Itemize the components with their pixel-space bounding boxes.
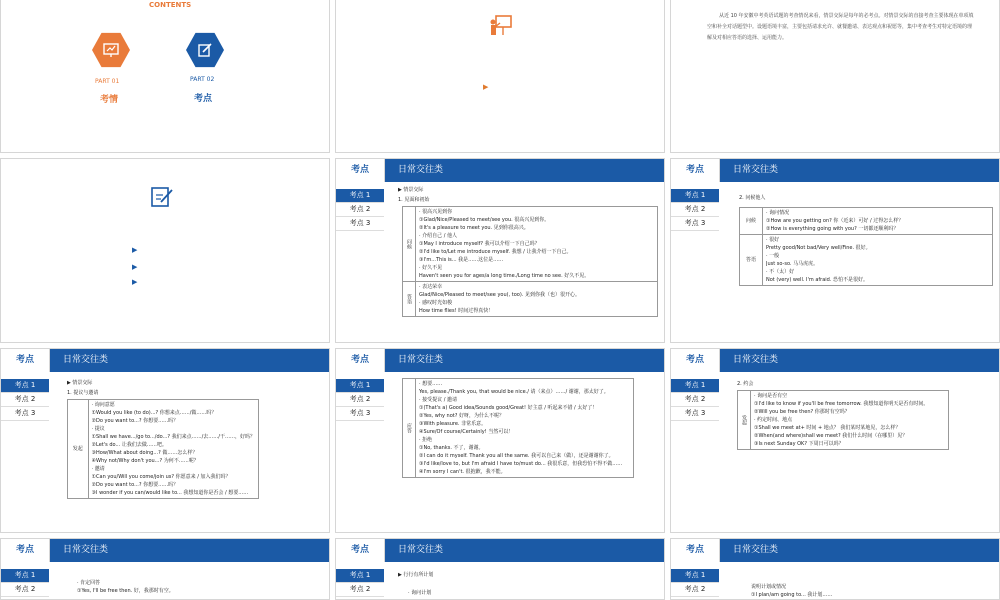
table-line: ②When(and where)shall we meet? 我们什么时间（在哪里）见？ [754, 433, 908, 439]
table-line: · 想要…… [419, 381, 443, 387]
slide-header-bar [336, 159, 664, 182]
table-line: · 询问情况 [766, 210, 790, 216]
table-line: ②I can do it myself. Thank you all the same. 我可以自己来（做），还是谢谢你了。 [419, 453, 614, 459]
nav-item-kaodian-2[interactable]: 考点 2 [1, 583, 49, 597]
table-line: · 拒绝 [419, 437, 433, 443]
presentation-icon [102, 42, 120, 58]
nav-item-kaodian-2[interactable]: 考点 2 [671, 393, 719, 407]
table-line: ①Shall we meet at+ 时间 + 地点？ 我们某时某地见，怎么样？ [754, 425, 901, 431]
bullet-arrow-icon: ▶ [132, 246, 138, 254]
nav-item-kaodian-3[interactable]: 考点 3 [1, 407, 49, 421]
table-line: ①Would you like (to do)...? 你想来点……/做……吗？ [91, 410, 217, 416]
slide-side-nav [671, 569, 719, 597]
table-line: Yes, please./Thank you, that would be nice./ 请（来点）……/ 谢谢，那太好了。 [419, 389, 609, 395]
nav-item-kaodian-1[interactable]: 考点 1 [336, 379, 384, 393]
nav-item-kaodian-1[interactable]: 考点 1 [336, 569, 384, 583]
table-line: ②Let's do... 让我们去做……吧。 [91, 442, 167, 448]
slide-thumbnail-1[interactable] [0, 0, 330, 153]
table-line: ②I'd like to/Let me introduce myself. 我想 / 让我介绍一下自己。 [419, 249, 572, 255]
table-line: Haven't seen you for ages/a long time./Long time no see. 好久不见。 [419, 273, 590, 279]
nav-item-kaodian-1[interactable]: 考点 1 [336, 189, 384, 203]
slide-thumbnail-11[interactable] [335, 538, 665, 600]
part1-title: 考情 [100, 95, 119, 105]
slide-header-bar [671, 159, 999, 182]
section-label: 考点 [336, 539, 385, 562]
table-line: ③I'm...This is... 我是……这位是…… [419, 257, 504, 263]
section-label: 考点 [1, 349, 50, 372]
table-cell [763, 235, 992, 285]
part1-hexagon [92, 31, 130, 69]
slide-thumbnail-6[interactable] [670, 158, 1000, 343]
content-header: ▶ 情景交际 [398, 187, 424, 193]
table-line: ①No, thanks. 不了，谢谢。 [419, 445, 484, 451]
table-cell [751, 391, 948, 449]
table-line: · 提议 [91, 426, 105, 432]
table-line: · 很好 [766, 237, 780, 243]
dialogue-table [67, 399, 259, 499]
dialogue-table [739, 207, 993, 286]
table-line: · 约定时间、地点 [754, 417, 793, 423]
nav-item-kaodian-1[interactable]: 考点 1 [671, 569, 719, 583]
slide-title: 日常交往类 [733, 545, 779, 555]
slide-title: 日常交往类 [398, 355, 444, 365]
table-line: ①How are you getting on? 你（近来）可好 / 过得怎么样？ [766, 218, 904, 224]
part2-title: 考点 [194, 94, 213, 104]
table-line: ②It's a pleasure to meet you. 见到你很高兴。 [419, 225, 529, 231]
slide-header-bar [1, 539, 329, 562]
table-line: · 感叹时光如梭 [419, 300, 453, 306]
slide-title: 日常交往类 [398, 545, 444, 555]
table-line: 说明计划或情况 [751, 584, 787, 590]
part2-label: PART 02 [190, 76, 215, 83]
slide-thumbnail-9[interactable] [670, 348, 1000, 533]
edit-icon [197, 42, 213, 58]
slide-header-bar [336, 349, 664, 372]
table-line: ②Do you want to...? 你想要……吗？ [91, 482, 179, 488]
nav-item-kaodian-3[interactable]: 考点 3 [671, 217, 719, 231]
slide-thumbnail-8[interactable] [335, 348, 665, 533]
slide-thumbnail-7[interactable] [0, 348, 330, 533]
bullet-arrow-icon: ▶ [132, 278, 138, 286]
table-line: Glad/Nice/Pleased to meet/see you(, too). 见到你我（也）很开心。 [419, 292, 580, 298]
table-line: ③I'd like/love to, but I'm afraid I have to/must do... 我很乐意，但我恐怕不得不做…… [419, 461, 623, 467]
content-subheading: 1. 提议与邀请 [67, 390, 99, 396]
content-subheading: 1. 见面和初始 [398, 197, 430, 203]
table-line: ④Sure/Of course/Certainly! 当然可以！ [419, 429, 514, 435]
slide-side-nav [671, 189, 719, 231]
dialogue-table [402, 206, 658, 317]
slide-thumbnail-5[interactable] [335, 158, 665, 343]
nav-item-kaodian-2[interactable]: 考点 2 [671, 583, 719, 597]
table-row-label: 发起 [738, 391, 751, 449]
table-line: ②Will you be free then? 你那时有空吗？ [754, 409, 850, 415]
section-label: 考点 [671, 349, 720, 372]
table-line: ③With pleasure. 非常乐意。 [419, 421, 487, 427]
table-row-label: 问候 [403, 207, 416, 281]
section-label: 考点 [1, 539, 50, 562]
table-line: ③How/What about doing...? 做……怎么样？ [91, 450, 198, 456]
table-line: ③I wonder if you can/would like to... 我想知道你是否会 / 想要…… [91, 490, 249, 496]
part2-hexagon [186, 31, 224, 69]
slide-header-bar [336, 539, 664, 562]
edit-document-icon [149, 184, 175, 214]
table-line: · 很高兴见到你 [419, 209, 453, 215]
part1-label: PART 01 [95, 78, 120, 85]
table-row-label: 发起 [68, 400, 89, 498]
nav-item-kaodian-1[interactable]: 考点 1 [671, 379, 719, 393]
slide-thumbnail-3[interactable] [670, 0, 1000, 153]
teacher-board-icon [488, 13, 514, 43]
contents-label: CONTENTS [149, 1, 192, 9]
slide-title: 日常交往类 [63, 355, 109, 365]
table-cell [89, 400, 258, 498]
nav-item-kaodian-1[interactable]: 考点 1 [671, 189, 719, 203]
table-line: Not (very) well. I'm afraid. 恐怕不是很好。 [766, 277, 869, 283]
table-line: · 询问是否有空 [754, 393, 788, 399]
table-cell [763, 208, 992, 234]
table-line: · 介绍自己 / 他人 [419, 233, 458, 239]
bullet-arrow-icon: ▶ [132, 263, 138, 271]
slide-header-bar [671, 349, 999, 372]
table-line: ①May I introduce myself? 我可以介绍一下自己吗？ [419, 241, 540, 247]
slide-side-nav [336, 189, 384, 231]
slide-side-nav [671, 379, 719, 421]
content-header: ▶ 行行有所计划 [398, 572, 434, 578]
nav-item-kaodian-2[interactable]: 考点 2 [336, 203, 384, 217]
table-row-label: 答语 [740, 235, 763, 285]
table-line: · 询问意愿 [91, 402, 115, 408]
bullet-arrow-icon: ▶ [483, 83, 489, 91]
table-line: · 不（太）好 [766, 269, 795, 275]
table-line: · 一般 [766, 253, 780, 259]
exam-overview-paragraph: 从近 10 年安徽中考英语试题的考查情况来看，情景交际是每年的必考点。对情景交际的直接考查主要体现在单项填空和补全对话题型中。设题语境丰富，主要包括请求允许、就餐邀请、表达观点和祝愿等，集中考查考生对特定语境的理解及对相应答语的选择、运用能力。 [707, 13, 974, 41]
table-line: ①(That's a) Good idea/Sounds good/Great! 好主意 / 听起来不错 / 太好了！ [419, 405, 598, 411]
content-subheading: 2. 问候他人 [739, 195, 766, 201]
slide-thumbnail-4[interactable] [0, 158, 330, 343]
table-line: ④I'm sorry I can't. 很抱歉，我不能。 [419, 469, 506, 475]
slide-thumbnail-2[interactable] [335, 0, 665, 153]
table-cell [416, 282, 657, 316]
nav-item-kaodian-1[interactable]: 考点 1 [1, 379, 49, 393]
slide-side-nav [336, 379, 384, 421]
nav-item-kaodian-3[interactable]: 考点 3 [336, 217, 384, 231]
slide-title: 日常交往类 [733, 355, 779, 365]
table-line: ①Shall we have.../go to.../do...? 我们来点……/去……/干……，好吗？ [91, 434, 255, 440]
table-row-label: 答语 [403, 282, 416, 316]
table-line: ①Can you/Will you come/join us? 你愿意来 / 加入我们吗？ [91, 474, 231, 480]
table-cell [416, 207, 657, 281]
table-line: · 肯定回答 [77, 580, 101, 586]
nav-item-kaodian-2[interactable]: 考点 2 [336, 583, 384, 597]
section-label: 考点 [671, 539, 720, 562]
nav-item-kaodian-1[interactable]: 考点 1 [1, 569, 49, 583]
slide-title: 日常交往类 [733, 165, 779, 175]
table-line: · 好久不见 [419, 265, 443, 271]
slide-thumbnail-12[interactable] [670, 538, 1000, 600]
slide-header-bar [1, 349, 329, 372]
slide-side-nav [1, 379, 49, 421]
table-line: ②Do you want to...? 你想要……吗？ [91, 418, 179, 424]
table-line: ③Is next Sunday OK? 下周日可以吗？ [754, 441, 844, 447]
section-label: 考点 [336, 349, 385, 372]
table-line: Just so-so. 马马虎虎。 [766, 261, 819, 267]
nav-item-kaodian-2[interactable]: 考点 2 [336, 393, 384, 407]
slide-header-bar [671, 539, 999, 562]
table-line: · 询问计划 [408, 590, 432, 596]
nav-item-kaodian-3[interactable]: 考点 3 [671, 407, 719, 421]
section-label: 考点 [336, 159, 385, 182]
dialogue-table [402, 378, 634, 478]
table-row-label: 应答 [403, 379, 416, 477]
table-line: ①Yes, I'll be free then. 好，我那时有空。 [77, 588, 174, 594]
table-line: · 接受提议 / 邀请 [419, 397, 458, 403]
table-line: Pretty good/Not bad/Very well/Fine. 很好。 [766, 245, 871, 251]
nav-item-kaodian-3[interactable]: 考点 3 [336, 407, 384, 421]
dialogue-table [737, 390, 949, 450]
slide-side-nav [1, 569, 49, 597]
table-row-label: 问候 [740, 208, 763, 234]
table-line: How time flies! 时间过得真快！ [419, 308, 494, 314]
table-line: ②Yes, why not? 好呀，为什么不呢？ [419, 413, 504, 419]
table-line: ①Glad/Nice/Pleased to meet/see you. 很高兴见到你。 [419, 217, 550, 223]
slide-title: 日常交往类 [398, 165, 444, 175]
table-line: ①I plan/am going to... 我计划…… [751, 592, 833, 598]
table-cell [416, 379, 633, 477]
nav-item-kaodian-2[interactable]: 考点 2 [671, 203, 719, 217]
table-line: ②How is everything going with you? 一切都还顺利吗？ [766, 226, 899, 232]
slide-side-nav [336, 569, 384, 597]
slide-thumbnail-10[interactable] [0, 538, 330, 600]
nav-item-kaodian-2[interactable]: 考点 2 [1, 393, 49, 407]
content-header: ▶ 情景交际 [67, 380, 93, 386]
table-line: ①I'd like to know if you'll be free tomorrow. 我想知道你明天是否有时间。 [754, 401, 929, 407]
slide-title: 日常交往类 [63, 545, 109, 555]
section-label: 考点 [671, 159, 720, 182]
table-line: · 邀请 [91, 466, 105, 472]
table-line: ④Why not/Why don't you...? 为何不……呢？ [91, 458, 199, 464]
content-subheading: 2. 约会 [737, 381, 754, 387]
table-line: · 表达荣幸 [419, 284, 443, 290]
